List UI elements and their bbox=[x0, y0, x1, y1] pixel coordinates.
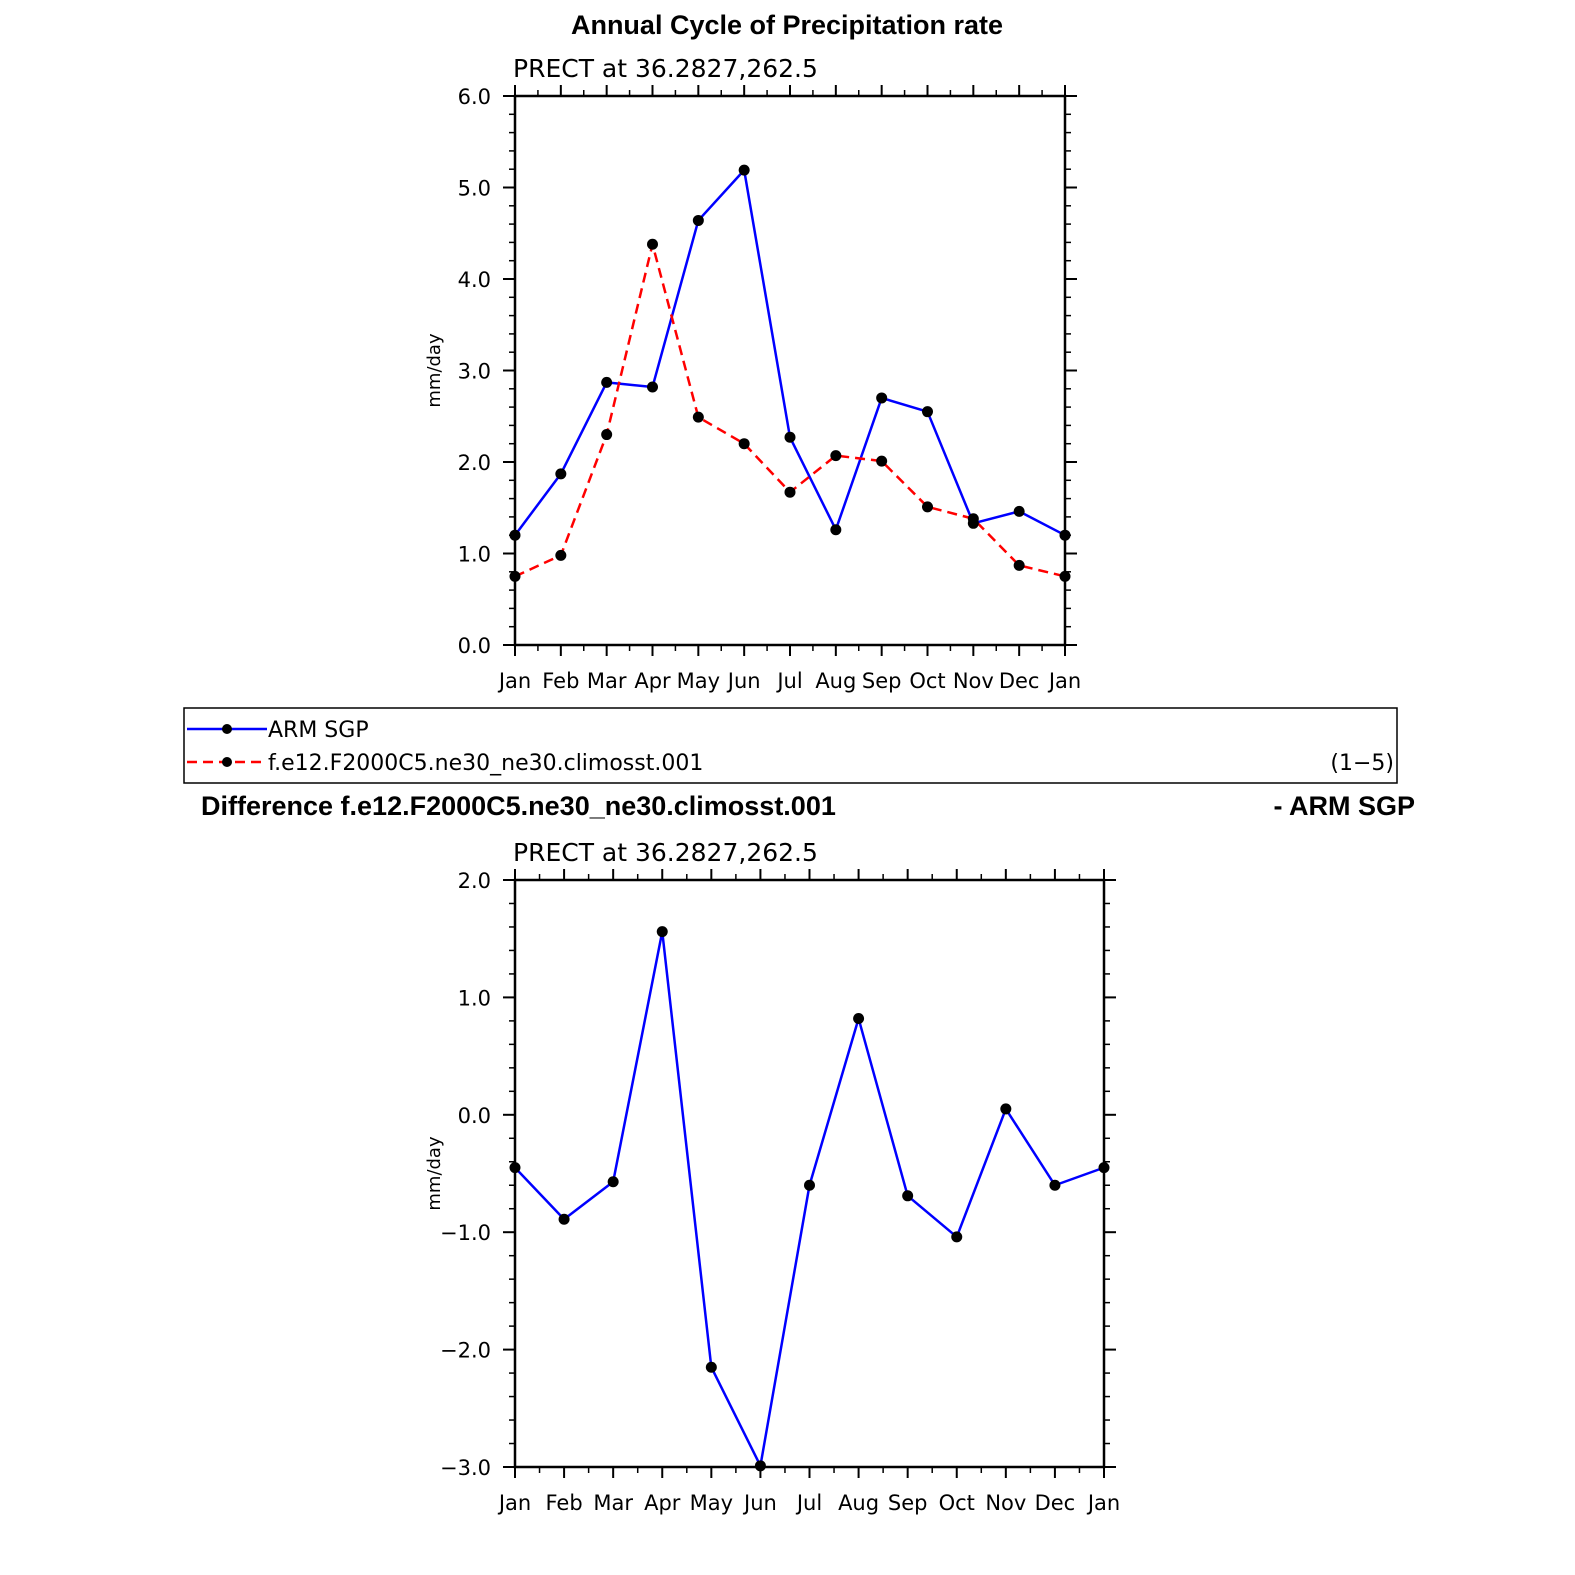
series-1-point bbox=[1014, 560, 1025, 571]
x-tick-label: Sep bbox=[861, 669, 902, 693]
x-tick-label: Feb bbox=[545, 1491, 583, 1515]
series-1-point bbox=[647, 239, 658, 250]
precip-annual-cycle-plot bbox=[424, 54, 1081, 693]
page-title: Annual Cycle of Precipitation rate bbox=[570, 10, 1004, 40]
series-0-point bbox=[755, 1460, 766, 1471]
series-0-point bbox=[876, 392, 887, 403]
y-tick-label: 6.0 bbox=[457, 85, 491, 109]
series-0-line bbox=[515, 932, 1104, 1466]
y-tick-label: 4.0 bbox=[457, 268, 491, 292]
series-0-point bbox=[608, 1176, 619, 1187]
series-0-point bbox=[902, 1190, 913, 1201]
series-1-point bbox=[555, 550, 566, 561]
x-tick-label: May bbox=[676, 669, 721, 693]
y-tick-label: 0.0 bbox=[457, 1103, 491, 1128]
series-0-point bbox=[601, 377, 612, 388]
series-0-point bbox=[510, 1162, 521, 1173]
x-tick-label: Apr bbox=[634, 669, 671, 693]
x-tick-label: Feb bbox=[542, 669, 580, 693]
difference-title-suffix: - ARM SGP bbox=[1273, 791, 1415, 821]
x-tick-label: Oct bbox=[909, 669, 946, 693]
series-1-point bbox=[830, 450, 841, 461]
legend-label-model: f.e12.F2000C5.ne30_ne30.climosst.001 bbox=[268, 751, 704, 776]
y-axis-label: mm/day bbox=[424, 333, 445, 408]
chart-subtitle: PRECT at 36.2827,262.5 bbox=[513, 838, 818, 867]
x-tick-label: Mar bbox=[593, 1491, 633, 1515]
series-1-point bbox=[693, 412, 704, 423]
series-0-point bbox=[647, 381, 658, 392]
series-1-point bbox=[968, 513, 979, 524]
x-tick-label: Jan bbox=[1087, 1491, 1121, 1515]
series-1-point bbox=[739, 438, 750, 449]
x-tick-label: May bbox=[689, 1491, 734, 1515]
x-tick-label: Jul bbox=[777, 669, 803, 693]
series-0-point bbox=[1049, 1180, 1060, 1191]
y-tick-label: −1.0 bbox=[440, 1221, 491, 1246]
x-tick-label: Jan bbox=[498, 669, 532, 693]
y-tick-label: 1.0 bbox=[457, 986, 491, 1011]
legend-note: (1−5) bbox=[1330, 751, 1394, 776]
y-tick-label: 2.0 bbox=[457, 451, 491, 475]
series-0-point bbox=[555, 468, 566, 479]
series-0-point bbox=[1000, 1103, 1011, 1114]
y-tick-label: 5.0 bbox=[457, 176, 491, 201]
plot-frame bbox=[515, 880, 1104, 1467]
x-tick-label: Dec bbox=[998, 669, 1040, 693]
series-1-point bbox=[601, 429, 612, 440]
x-tick-label: Dec bbox=[1034, 1491, 1076, 1515]
legend-item-arm-sgp bbox=[187, 718, 369, 743]
series-0-point bbox=[830, 524, 841, 535]
precip-difference-plot bbox=[424, 838, 1120, 1515]
difference-title: Difference f.e12.F2000C5.ne30_ne30.climosst.001 bbox=[201, 791, 836, 821]
x-tick-label: Mar bbox=[586, 669, 627, 693]
series-1-point bbox=[785, 487, 796, 498]
series-0-point bbox=[510, 530, 521, 541]
y-tick-label: 0.0 bbox=[457, 634, 491, 658]
series-1-point bbox=[510, 571, 521, 582]
series-1-point bbox=[1060, 571, 1071, 582]
legend-item-model bbox=[187, 751, 703, 776]
series-0-point bbox=[1060, 530, 1071, 541]
series-0-point bbox=[693, 215, 704, 226]
x-tick-label: Sep bbox=[887, 1491, 928, 1515]
x-tick-label: Jun bbox=[727, 669, 761, 693]
series-0-point bbox=[1014, 506, 1025, 517]
series-1-point bbox=[876, 456, 887, 467]
y-axis-label: mm/day bbox=[424, 1136, 445, 1211]
y-tick-label: −3.0 bbox=[440, 1456, 491, 1480]
series-0-point bbox=[853, 1013, 864, 1024]
y-tick-label: 1.0 bbox=[457, 542, 491, 567]
series-0-point bbox=[1099, 1162, 1110, 1173]
y-tick-label: 3.0 bbox=[457, 359, 491, 384]
series-0-point bbox=[559, 1214, 570, 1225]
x-tick-label: Jul bbox=[796, 1491, 823, 1515]
series-0-point bbox=[804, 1180, 815, 1191]
series-0-point bbox=[657, 926, 668, 937]
legend-box bbox=[184, 708, 1397, 783]
x-tick-label: Nov bbox=[985, 1491, 1027, 1515]
x-tick-label: Nov bbox=[952, 669, 994, 693]
x-tick-label: Jan bbox=[1048, 669, 1082, 693]
x-tick-label: Aug bbox=[815, 669, 857, 693]
series-0-point bbox=[922, 406, 933, 417]
series-0-line bbox=[515, 170, 1065, 535]
legend-swatch-marker bbox=[222, 724, 232, 734]
x-tick-label: Jun bbox=[744, 1491, 777, 1515]
series-0-point bbox=[739, 165, 750, 176]
plot-frame bbox=[515, 96, 1065, 645]
chart-subtitle: PRECT at 36.2827,262.5 bbox=[513, 54, 818, 83]
y-tick-label: 2.0 bbox=[457, 869, 491, 893]
x-tick-label: Aug bbox=[838, 1491, 880, 1515]
x-tick-label: Apr bbox=[644, 1491, 681, 1515]
y-tick-label: −2.0 bbox=[440, 1338, 491, 1363]
legend-label-arm-sgp: ARM SGP bbox=[268, 718, 369, 743]
series-0-point bbox=[951, 1231, 962, 1242]
x-tick-label: Jan bbox=[498, 1491, 532, 1515]
legend-swatch-marker bbox=[222, 757, 232, 767]
series-0-point bbox=[785, 432, 796, 443]
series-1-point bbox=[922, 501, 933, 512]
series-1-line bbox=[515, 244, 1065, 576]
x-tick-label: Oct bbox=[938, 1491, 975, 1515]
series-0-point bbox=[706, 1362, 717, 1373]
